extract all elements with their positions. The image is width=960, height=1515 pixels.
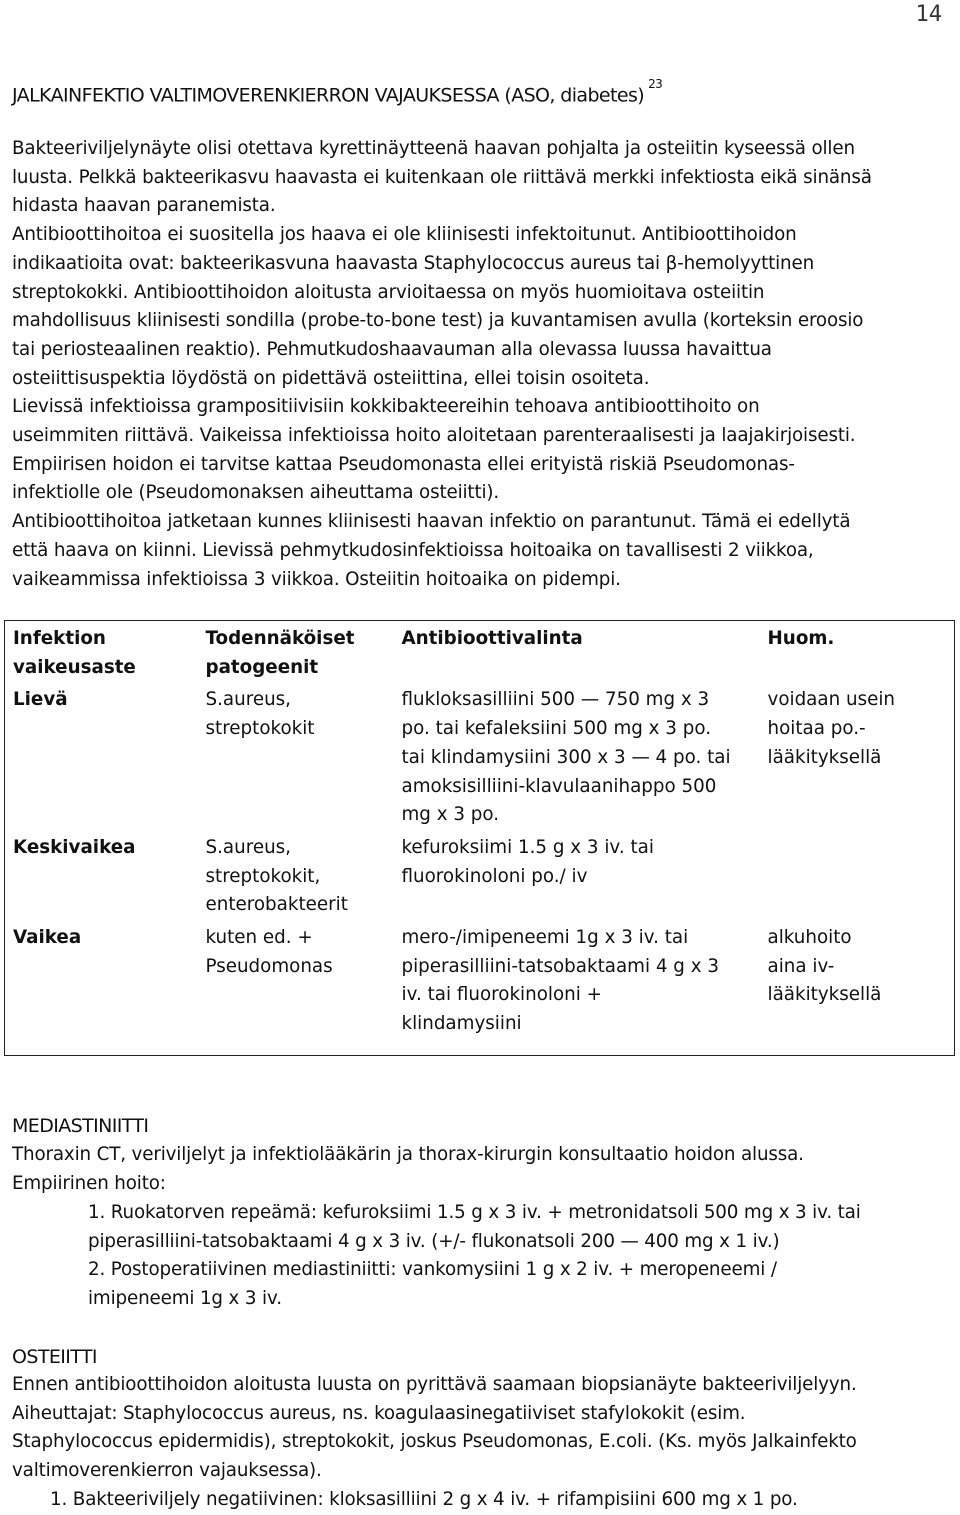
- cell-text: tai klindamysiini 300 x 3 — 4 po. tai: [401, 746, 731, 768]
- text-line: valtimoverenkierron vajauksessa).: [12, 1460, 322, 1482]
- pathogens-cell: [198, 684, 394, 832]
- cell-text: streptokokit: [205, 718, 315, 740]
- severity-cell: [5, 832, 198, 922]
- header-text: patogeenit: [205, 656, 319, 678]
- note-cell: [760, 684, 955, 832]
- table-row: [5, 684, 955, 832]
- header-text: Huom.: [767, 628, 835, 649]
- cell-text: Lievä: [13, 689, 68, 711]
- text-line: 2. Postoperatiivinen mediastiniitti: vankomysiini 1 g x 2 iv. + meropeneemi /: [88, 1259, 777, 1281]
- cell-text: Pseudomonas: [205, 955, 333, 977]
- severity-cell: [5, 684, 198, 832]
- cell-text: alkuhoito: [767, 927, 852, 949]
- cell-text: kefuroksiimi 1.5 g x 3 iv. tai: [401, 836, 654, 858]
- cell-text: S.aureus,: [205, 836, 291, 858]
- header-text: Infektion: [13, 628, 106, 649]
- text-line: hidasta haavan paranemista.: [12, 195, 276, 217]
- pathogens-cell: [198, 922, 394, 1055]
- cell-text: kuten ed. +: [205, 927, 313, 949]
- cell-text: po. tai kefaleksiini 500 mg x 3 po.: [401, 718, 712, 740]
- cell-text: piperasilliini-tatsobaktaami 4 g x 3: [401, 955, 719, 977]
- header-pathogens: [198, 621, 394, 685]
- header-text: vaikeusaste: [13, 656, 136, 678]
- text-line: Lievissä infektioissa grampositiivisiin kokkibakteereihin tehoava antibioottihoito on: [12, 396, 760, 418]
- text-line: Antibioottihoitoa jatketaan kunnes kliinisesti haavan infektio on parantunut. Tämä ei edellytä: [12, 511, 851, 533]
- treatment-table: [4, 620, 955, 1056]
- text-line: imipeneemi 1g x 3 iv.: [88, 1288, 282, 1310]
- cell-text: aina iv-: [767, 955, 835, 977]
- text-line: Thoraxin CT, veriviljelyt ja infektiolääkärin ja thorax-kirurgin konsultaatio hoidon alussa.: [12, 1144, 804, 1165]
- cell-text: lääkityksellä: [767, 746, 882, 768]
- section-title-jalkainfektio: [12, 77, 663, 107]
- header-text: Todennäköiset: [205, 628, 355, 649]
- cell-text: flukloksasilliini 500 — 750 mg x 3: [401, 689, 710, 711]
- cell-text: Vaikea: [13, 927, 82, 949]
- osteiitti-list: [50, 1486, 950, 1515]
- text-line: Bakteeriviljelynäyte olisi otettava kyrettinäytteenä haavan pohjalta ja osteiitin kyseessä ollen: [12, 138, 855, 159]
- osteiitti-body: [12, 1371, 957, 1486]
- text-line: osteiittisuspektia löydöstä on pidettävä osteiittina, ellei toisin osoiteta.: [12, 367, 650, 389]
- header-antibiotic: [394, 621, 760, 685]
- header-text: Antibioottivalinta: [401, 628, 583, 649]
- cell-text: Keskivaikea: [13, 836, 136, 858]
- cell-text: S.aureus,: [205, 689, 291, 711]
- text-line: streptokokki. Antibioottihoidon aloitusta arvioitaessa on myös huomioitava osteiitin: [12, 281, 765, 303]
- text-line: Ennen antibioottihoidon aloitusta luusta on pyrittävä saamaan biopsianäyte bakteeriviljelyyn.: [12, 1374, 857, 1395]
- text-line: Empiirinen hoito:: [12, 1172, 166, 1194]
- text-line: piperasilliini-tatsobaktaami 4 g x 3 iv. (+/- flukonatsoli 200 — 400 mg x 1 iv.): [88, 1230, 780, 1252]
- header-note: [760, 621, 955, 685]
- table-row: [5, 832, 955, 922]
- note-cell: [760, 922, 955, 1055]
- cell-text: klindamysiini: [401, 1013, 522, 1035]
- text-line: Empiirisen hoidon ei tarvitse kattaa Pseudomonasta ellei erityistä riskiä Pseudomonas-: [12, 453, 795, 475]
- severity-cell: [5, 922, 198, 1055]
- text-line: Staphylococcus epidermidis), streptokokit, joskus Pseudomonas, E.coli. (Ks. myös Jalkainfekto: [12, 1431, 857, 1453]
- cell-text: hoitaa po.-: [767, 718, 866, 740]
- text-line: luusta. Pelkkä bakteerikasvu haavasta ei kuitenkaan ole riittävä merkki infektiosta eikä sinänsä: [12, 166, 872, 188]
- cell-text: lääkityksellä: [767, 984, 882, 1006]
- cell-text: mg x 3 po.: [401, 804, 500, 826]
- cell-text: iv. tai fluorokinoloni +: [401, 984, 602, 1006]
- text-line: indikaatioita ovat: bakteerikasvuna haavasta Staphylococcus aureus tai β-hemolyyttinen: [12, 252, 815, 274]
- cell-text: fluorokinoloni po./ iv: [401, 865, 588, 887]
- text-line: 1. Ruokatorven repeämä: kefuroksiimi 1.5 g x 3 iv. + metronidatsoli 500 mg x 3 iv. tai: [88, 1202, 861, 1223]
- cell-text: amoksisilliini-klavulaanihappo 500: [401, 775, 717, 797]
- header-severity: [5, 621, 198, 685]
- text-line: tai periosteaalinen reaktio). Pehmutkudoshaavauman alla olevassa luussa havaittua: [12, 338, 772, 360]
- text-line: 1. Bakteeriviljely negatiivinen: kloksasilliini 2 g x 4 iv. + rifampisiini 600 mg x 1 po.: [50, 1489, 798, 1510]
- pathogens-cell: [198, 832, 394, 922]
- page-number: 14: [915, 2, 942, 27]
- antibiotic-cell: [394, 684, 760, 832]
- antibiotic-cell: [394, 832, 760, 922]
- text-line: infektiolle ole (Pseudomonaksen aiheuttama osteiitti).: [12, 482, 500, 504]
- text-line: vaikeammissa infektioissa 3 viikkoa. Osteiitin hoitoaika on pidempi.: [12, 568, 621, 590]
- cell-text: voidaan usein: [767, 689, 896, 711]
- text-line: mahdollisuus kliinisesti sondilla (probe-to-bone test) ja kuvantamisen avulla (korteksin eroosio: [12, 310, 864, 332]
- section-title-mediastiniitti: MEDIASTINIITTI: [12, 1115, 149, 1137]
- antibiotic-cell: [394, 922, 760, 1055]
- table-header-row: [5, 621, 955, 685]
- list-item: [88, 1199, 948, 1256]
- reference-number: 23: [648, 77, 663, 91]
- list-item: [50, 1486, 950, 1515]
- text-line: useimmiten riittävä. Vaikeissa infektioissa hoito aloitetaan parenteraalisesti ja laajakirjoisesti.: [12, 425, 856, 447]
- mediastiniitti-list: [88, 1199, 948, 1314]
- text-line: että haava on kiinni. Lievissä pehmytkudosinfektioissa hoitoaika on tavallisesti 2 viikkoa,: [12, 539, 814, 561]
- section-title-text: JALKAINFEKTIO VALTIMOVERENKIERRON VAJAUKSESSA (ASO, diabetes): [12, 84, 645, 107]
- text-line: Aiheuttajat: Staphylococcus aureus, ns. koagulaasinegatiiviset stafylokokit (esim.: [12, 1402, 746, 1424]
- text-line: Antibioottihoitoa ei suositella jos haava ei ole kliinisesti infektoitunut. Antibioottihoidon: [12, 224, 797, 246]
- list-item: [88, 1256, 948, 1313]
- mediastiniitti-body: [12, 1141, 957, 1198]
- cell-text: mero-/imipeneemi 1g x 3 iv. tai: [401, 927, 689, 949]
- jalkainfektio-body: [12, 135, 957, 594]
- table-row: [5, 922, 955, 1055]
- note-cell: [760, 832, 955, 922]
- section-title-osteiitti: OSTEIITTI: [12, 1346, 97, 1368]
- cell-text: enterobakteerit: [205, 894, 348, 916]
- cell-text: streptokokit,: [205, 865, 321, 887]
